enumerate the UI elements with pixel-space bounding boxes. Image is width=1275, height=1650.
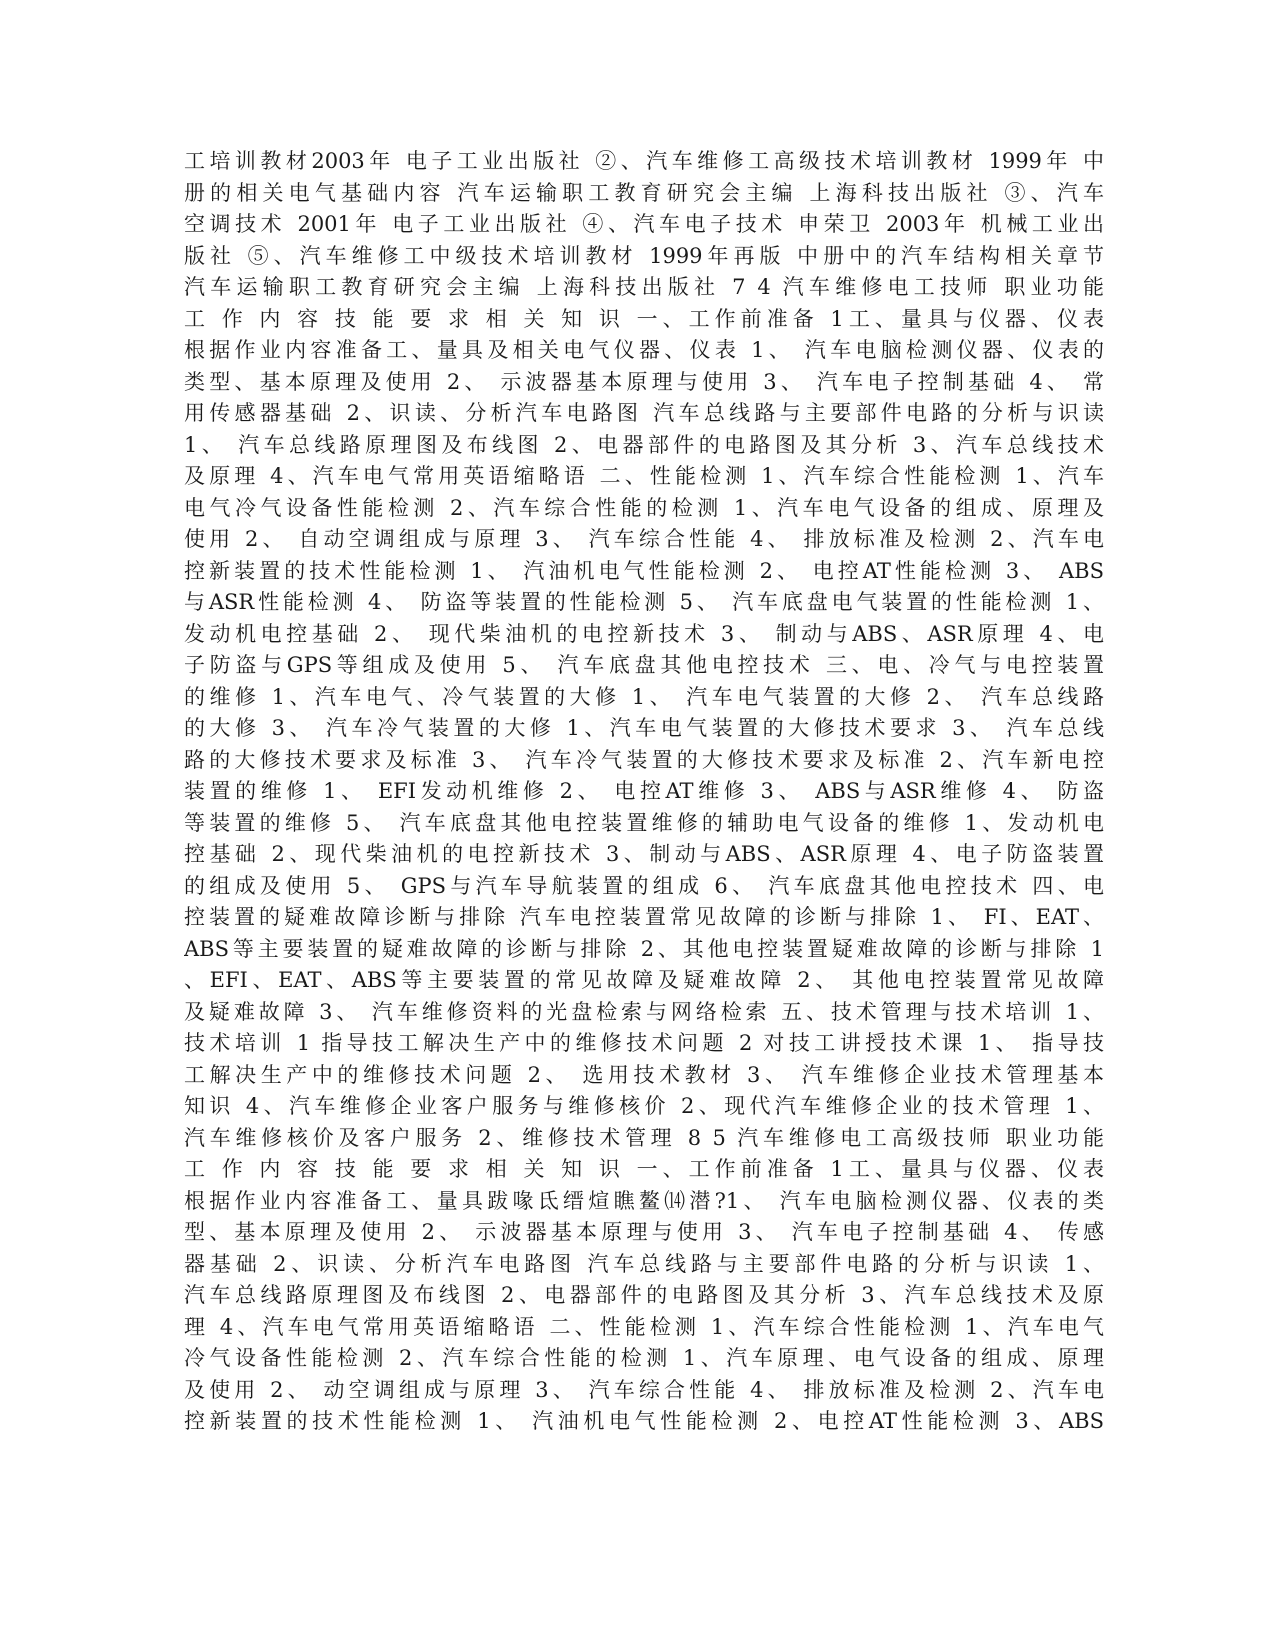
text-line: 工 作 内 容 技 能 要 求 相 关 知 识 一、工作前准备 1工、量具与仪器、仪表 (184, 1157, 1104, 1181)
text-line: 使用 2、 自动空调组成与原理 3、 汽车综合性能 4、 排放标准及检测 2、汽车电 (184, 527, 1104, 551)
text-line: 控装置的疑难故障诊断与排除 汽车电控装置常见故障的诊断与排除 1、 FI、EAT、 (184, 905, 1104, 929)
text-line: 及原理 4、汽车电气常用英语缩略语 二、性能检测 1、汽车综合性能检测 1、汽车 (184, 464, 1104, 488)
text-line: 的组成及使用 5、 GPS与汽车导航装置的组成 6、 汽车底盘其他电控技术 四、电 (184, 873, 1104, 898)
text-line: 与ASR性能检测 4、 防盗等装置的性能检测 5、 汽车底盘电气装置的性能检测 1、 (184, 590, 1104, 614)
text-line: 1、 汽车总线路原理图及布线图 2、电器部件的电路图及其分析 3、汽车总线技术 (184, 432, 1104, 457)
text-line: 汽车运输职工教育研究会主编 上海科技出版社 7 4 汽车维修电工技师 职业功能 (184, 275, 1104, 299)
text-line: 工 作 内 容 技 能 要 求 相 关 知 识 一、工作前准备 1工、量具与仪器、仪表 (184, 306, 1104, 331)
text-line: 汽车总线路原理图及布线图 2、电器部件的电路图及其分析 3、汽车总线技术及原 (184, 1283, 1104, 1307)
text-line: 控新装置的技术性能检测 1、 汽油机电气性能检测 2、电控AT性能检测 3、ABS (184, 1409, 1104, 1433)
text-line: 冷气设备性能检测 2、汽车综合性能的检测 1、汽车原理、电气设备的组成、原理 (184, 1346, 1104, 1370)
text-line: 及使用 2、 动空调组成与原理 3、 汽车综合性能 4、 排放标准及检测 2、汽车电 (184, 1377, 1104, 1402)
body-text (184, 146, 1104, 1438)
text-line: 知识 4、汽车维修企业客户服务与维修核价 2、现代汽车维修企业的技术管理 1、 (184, 1094, 1104, 1118)
text-line: 器基础 2、识读、分析汽车电路图 汽车总线路与主要部件电路的分析与识读 1、 (184, 1251, 1104, 1276)
text-line: 工培训教材2003年 电子工业出版社 ②、汽车维修工高级技术培训教材 1999年 中 (184, 149, 1104, 173)
text-line: 根据作业内容准备工、量具及相关电气仪器、仪表 1、 汽车电脑检测仪器、仪表的 (184, 338, 1104, 362)
text-line: 电气冷气设备性能检测 2、汽车综合性能的检测 1、汽车电气设备的组成、原理及 (184, 495, 1104, 520)
text-line: 册的相关电气基础内容 汽车运输职工教育研究会主编 上海科技出版社 ③、汽车 (184, 180, 1104, 205)
text-line: 型、基本原理及使用 2、 示波器基本原理与使用 3、 汽车电子控制基础 4、 传感 (184, 1220, 1104, 1244)
text-line: 发动机电控基础 2、 现代柴油机的电控新技术 3、 制动与ABS、ASR原理 4、电 (184, 621, 1104, 646)
text-line: 、EFI、EAT、ABS等主要装置的常见故障及疑难故障 2、 其他电控装置常见故障 (184, 968, 1104, 992)
text-line: 汽车维修核价及客户服务 2、维修技术管理 8 5 汽车维修电工高级技师 职业功能 (184, 1125, 1104, 1150)
text-line: 类型、基本原理及使用 2、 示波器基本原理与使用 3、 汽车电子控制基础 4、 常 (184, 369, 1104, 394)
text-line: 子防盗与GPS等组成及使用 5、 汽车底盘其他电控技术 三、电、冷气与电控装置 (184, 653, 1104, 677)
text-line: 的维修 1、汽车电气、冷气装置的大修 1、 汽车电气装置的大修 2、 汽车总线路 (184, 684, 1104, 709)
text-line: 用传感器基础 2、识读、分析汽车电路图 汽车总线路与主要部件电路的分析与识读 (184, 401, 1104, 425)
text-line: 装置的维修 1、 EFI发动机维修 2、 电控AT维修 3、 ABS与ASR维修 4、 防盗 (184, 779, 1104, 803)
text-line: 理 4、汽车电气常用英语缩略语 二、性能检测 1、汽车综合性能检测 1、汽车电气 (184, 1314, 1104, 1339)
text-line: ABS等主要装置的疑难故障的诊断与排除 2、其他电控装置疑难故障的诊断与排除 1 (184, 936, 1104, 961)
text-line: 等装置的维修 5、 汽车底盘其他电控装置维修的辅助电气设备的维修 1、发动机电 (184, 810, 1104, 835)
text-line: 版社 ⑤、汽车维修工中级技术培训教材 1999年再版 中册中的汽车结构相关章节 (184, 243, 1104, 268)
text-line: 的大修 3、 汽车冷气装置的大修 1、汽车电气装置的大修技术要求 3、 汽车总线 (184, 716, 1104, 740)
text-line: 控基础 2、现代柴油机的电控新技术 3、制动与ABS、ASR原理 4、电子防盗装置 (184, 842, 1104, 866)
text-line: 空调技术 2001年 电子工业出版社 ④、汽车电子技术 申荣卫 2003年 机械工业出 (184, 212, 1104, 236)
text-line: 技术培训 1 指导技工解决生产中的维修技术问题 2 对技工讲授技术课 1、 指导技 (184, 1031, 1104, 1055)
text-line: 工解决生产中的维修技术问题 2、 选用技术教材 3、 汽车维修企业技术管理基本 (184, 1062, 1104, 1087)
text-line: 路的大修技术要求及标准 3、 汽车冷气装置的大修技术要求及标准 2、汽车新电控 (184, 747, 1104, 772)
text-line: 根据作业内容准备工、量具跋喙氐缙煊瞧鳌⒁潜?1、 汽车电脑检测仪器、仪表的类 (184, 1188, 1104, 1213)
text-line: 控新装置的技术性能检测 1、 汽油机电气性能检测 2、 电控AT性能检测 3、 ABS (184, 558, 1104, 583)
text-line: 及疑难故障 3、 汽车维修资料的光盘检索与网络检索 五、技术管理与技术培训 1、 (184, 999, 1104, 1024)
